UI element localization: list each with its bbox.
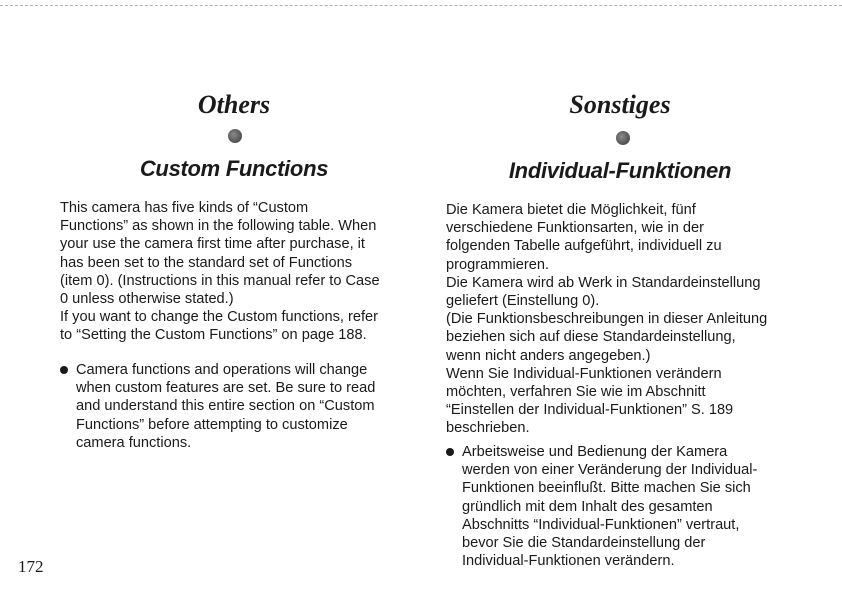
filled-circle-icon — [616, 131, 630, 145]
page-number: 172 — [18, 557, 44, 576]
section-title-sonstiges: Sonstiges — [569, 90, 671, 119]
filled-circle-icon — [228, 129, 242, 143]
warning-bullet-item — [60, 361, 412, 461]
subtitle-custom-functions: Custom Functions — [139, 156, 329, 181]
warning-bullet-text: Camera functions and operations will change when custom features are set. Be sure to read and understand this entire section on “Custom Functions” before attempting to customize camera functions. — [76, 362, 376, 451]
intro-paragraph: This camera has five kinds of “Custom Functions” as shown in the following table. When your use the camera first time after purchase, it has been set to the standard set of Functions (item 0). (Instructions in this manual refer to Case 0 unless otherwise stated.) If you want to change the Custom functions, refer to “Setting the Custom Functions” on page 188. — [60, 200, 380, 344]
section-title-others: Others — [197, 90, 271, 119]
warning-bullet-text: Arbeitsweise und Bedienung der Kamera werden von einer Veränderung der Individual- Funktionen beeinflußt. Bitte machen Sie sich gründlich mit dem Inhalt des gesamten Abschnitts “Individual-Funktionen” vertraut, bevor Sie die Standardeinstellung der Individual-Funktionen verändern. — [462, 444, 758, 570]
scan-edge-line — [0, 5, 842, 6]
warning-bullet-item — [446, 443, 796, 573]
subtitle-individual-funktionen: Individual-Funktionen — [508, 158, 732, 183]
bullet-icon — [446, 448, 454, 456]
bullet-icon — [60, 366, 68, 374]
intro-paragraph: Die Kamera bietet die Möglichkeit, fünf verschiedene Funktionsarten, wie in der folgenden Tabelle aufgeführt, individuell zu programmieren. Die Kamera wird ab Werk in Standardeinstellung geliefert (Einstellung 0). (Die Funktionsbeschreibungen in dieser Anleitung beziehen sich auf diese Standardeinstellung, wenn nicht anders angegeben.) Wenn Sie Individual-Funktionen verändern möchten, verfahren Sie wie im Abschnitt “Einstellen der Individual-Funktionen” S. 189 beschrieben. — [446, 202, 768, 437]
